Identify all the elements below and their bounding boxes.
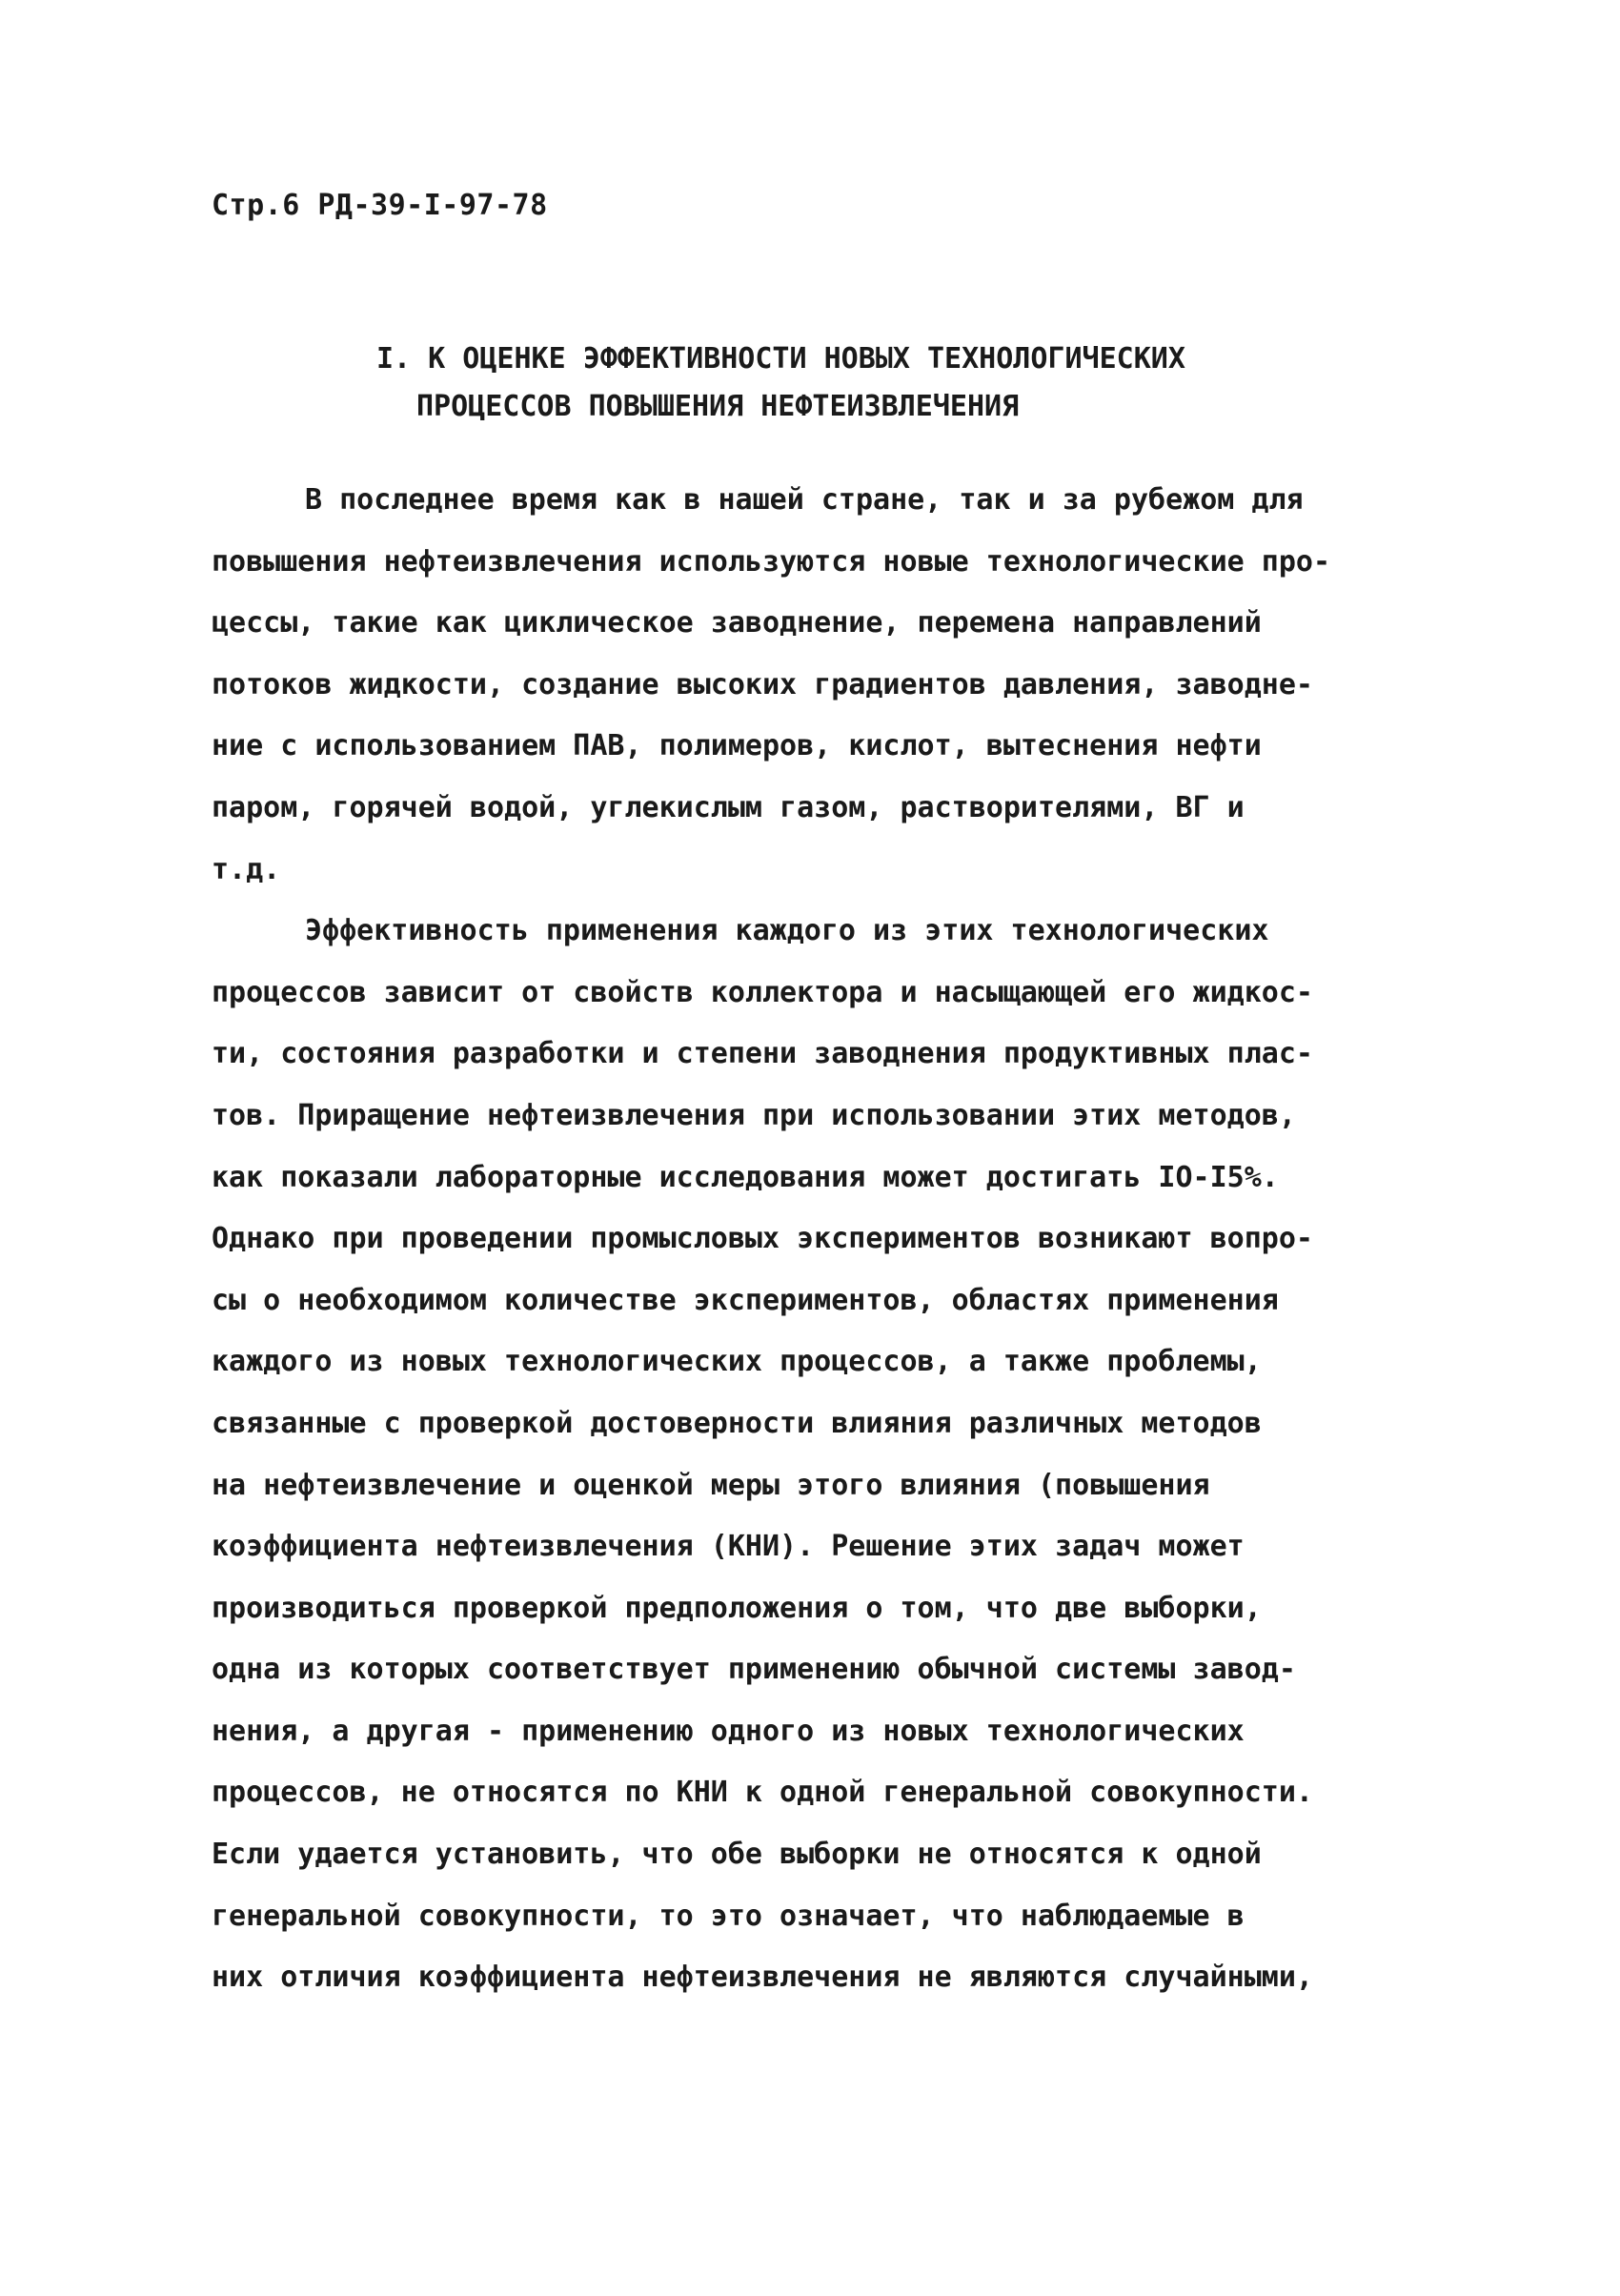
paragraph-2-line: сы о необходимом количестве экспериментов, областях применения xyxy=(212,1283,1279,1317)
paragraph-1-line: ние с использованием ПАВ, полимеров, кислот, вытеснения нефти xyxy=(212,729,1262,763)
paragraph-2-line: тов. Приращение нефтеизвлечения при использовании этих методов, xyxy=(212,1098,1296,1132)
page-header: Стр.6 РД-39-I-97-78 xyxy=(212,189,548,222)
paragraph-2-line: ти, состояния разработки и степени заводнения продуктивных плас- xyxy=(212,1037,1313,1071)
paragraph-1-line: повышения нефтеизвлечения используются новые технологические про- xyxy=(212,544,1330,579)
paragraph-2-line: Если удается установить, что обе выборки не относятся к одной xyxy=(212,1838,1262,1872)
paragraph-2-line: нения, а другая - применению одного из новых технологических xyxy=(212,1714,1245,1748)
paragraph-2-line: Однако при проведении промысловых экспериментов возникают вопро- xyxy=(212,1222,1313,1256)
section-title-line-1: I. К ОЦЕНКЕ ЭФФЕКТИВНОСТИ НОВЫХ ТЕХНОЛОГИЧЕСКИХ xyxy=(376,342,1185,376)
paragraph-2-line: каждого из новых технологических процессов, а также проблемы, xyxy=(212,1345,1262,1379)
paragraph-2-line: производиться проверкой предположения о том, что две выборки, xyxy=(212,1591,1262,1625)
paragraph-2-line: как показали лабораторные исследования может достигать IO-I5%. xyxy=(212,1160,1279,1194)
paragraph-2-line: Эффективность применения каждого из этих технологических xyxy=(305,914,1269,948)
paragraph-2-line: процессов зависит от свойств коллектора и насыщающей его жидкос- xyxy=(212,975,1313,1009)
paragraph-2-line: одна из которых соответствует применению обычной системы завод- xyxy=(212,1653,1296,1687)
paragraph-1-line: потоков жидкости, создание высоких градиентов давления, заводне- xyxy=(212,667,1313,701)
paragraph-2-line: коэффициента нефтеизвлечения (КНИ). Решение этих задач может xyxy=(212,1530,1245,1564)
section-title-line-2: ПРОЦЕССОВ ПОВЫШЕНИЯ НЕФТЕИЗВЛЕЧЕНИЯ xyxy=(416,390,1020,423)
paragraph-2-line: процессов, не относятся по КНИ к одной генеральной совокупности. xyxy=(212,1776,1313,1810)
paragraph-2-line: них отличия коэффициента нефтеизвлечения не являются случайными, xyxy=(212,1961,1313,1995)
paragraph-1-line: т.д. xyxy=(212,852,281,886)
body-text xyxy=(212,470,1450,2009)
paragraph-1-line: паром, горячей водой, углекислым газом, растворителями, ВГ и xyxy=(212,790,1245,824)
paragraph-2-line: генеральной совокупности, то это означает, что наблюдаемые в xyxy=(212,1899,1245,1933)
paragraph-2-line: связанные с проверкой достоверности влияния различных методов xyxy=(212,1406,1262,1440)
paragraph-2-line: на нефтеизвлечение и оценкой меры этого влияния (повышения xyxy=(212,1468,1210,1502)
paragraph-1-line: цессы, такие как циклическое заводнение, перемена направлений xyxy=(212,606,1262,640)
paragraph-1-line: В последнее время как в нашей стране, так и за рубежом для xyxy=(305,483,1304,517)
section-title xyxy=(376,335,1185,431)
